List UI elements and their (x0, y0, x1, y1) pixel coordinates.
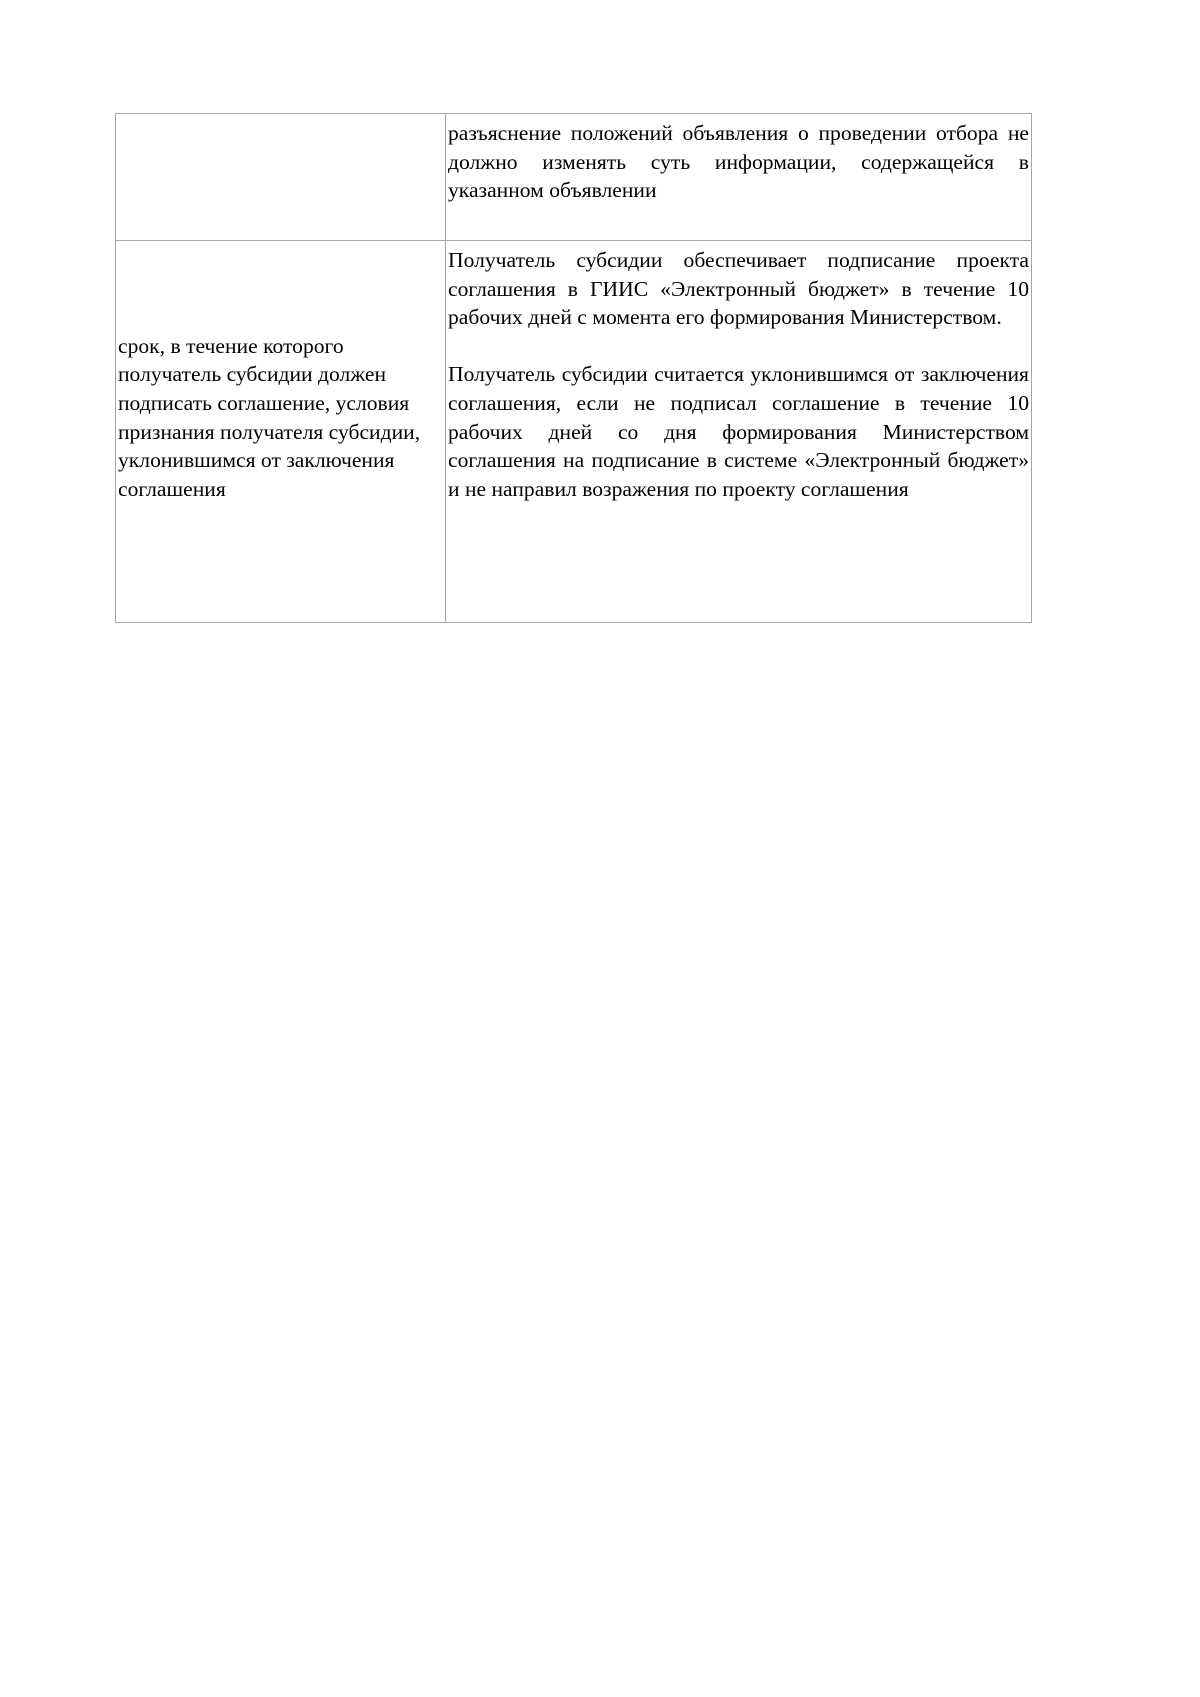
table-cell-parameter (116, 114, 446, 241)
table-row (116, 241, 1032, 623)
table-cell-parameter (116, 241, 446, 623)
parameter-text: срок, в течение которого получатель субсидии должен подписать соглашение, условия признания получателя субсидии, уклонившимся от заключения соглашения (118, 333, 421, 501)
value-paragraph: разъяснение положений объявления о проведении отбора не должно изменять суть информации, содержащейся в указанном объявлении (448, 121, 1029, 203)
subsidy-conditions-table (115, 113, 1032, 623)
value-paragraph: Получатель субсидии обеспечивает подписание проекта соглашения в ГИИС «Электронный бюджет» в течение 10 рабочих дней с момента его формирования Министерством. (448, 248, 1029, 330)
table-cell-value (446, 241, 1032, 623)
table-row (116, 114, 1032, 241)
value-paragraph: Получатель субсидии считается уклонившимся от заключения соглашения, если не подписал соглашение в течение 10 рабочих дней со дня формирования Министерством соглашения на подписание в системе «Электронный бюджет» и не направил возражения по проекту соглашения (448, 362, 1029, 501)
table-cell-value (446, 114, 1032, 241)
